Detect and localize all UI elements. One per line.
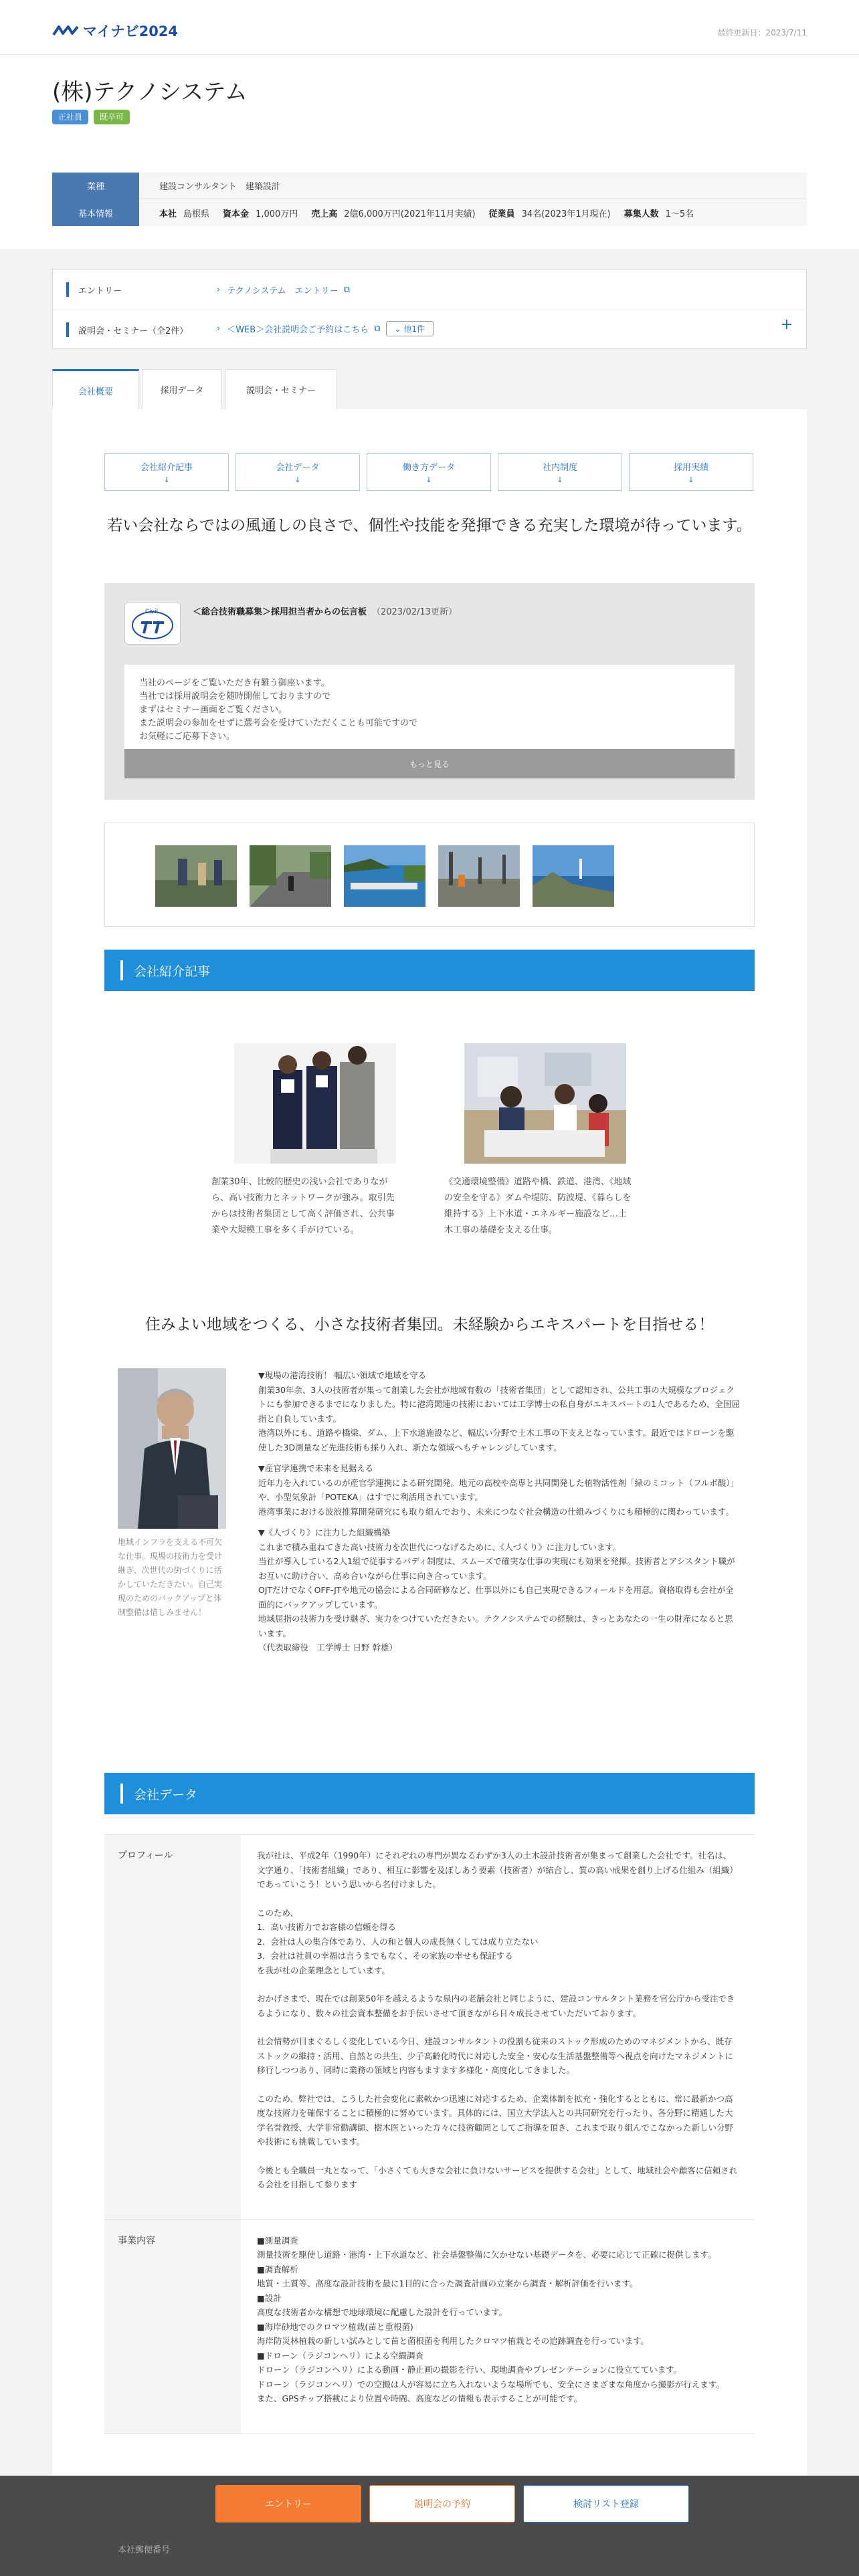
info-employees: 従業員 34名(2023年1月現在) [488, 209, 611, 219]
hq-postal-label: 本社郵便番号 [118, 2545, 171, 2555]
basic-info-row [52, 199, 807, 226]
arrow-down-icon: ↓ [163, 475, 170, 484]
leader-paragraph-2: 近年力を入れているのが産官学連携による研究開発。地元の高校や高専と共同開発した植物活性剤「緑のミコット（フルボ酸）」や、小型気象計「POTEKA」はすでに利活用されています。 港湾事業における波浪推算開発研究にも取り組んでおり、未来につなぐ社会構造の仕組みづくりにも積極的に関わっています。 [258, 1477, 739, 1517]
anchor-hiring-results[interactable]: 採用実績 ↓ [629, 453, 753, 491]
tab-company-overview[interactable]: 会社概要 [52, 369, 139, 411]
leader-message-title: 住みよい地域をつくる、小さな技術者集団。未経験からエキスパートを目指せる！ [145, 1316, 714, 1333]
external-window-icon: ⧉ [374, 324, 381, 334]
info-headquarters: 本社 島根県 [159, 209, 210, 219]
external-window-icon: ⧉ [343, 285, 350, 295]
chevron-down-icon: ⌄ [394, 324, 404, 334]
logo-text: マイナビ2024 [83, 23, 179, 39]
civil-logo-icon [125, 603, 180, 644]
gallery-photo-4[interactable] [438, 845, 520, 907]
table-row-business [104, 2220, 755, 2434]
table-value-profile: 我が社は、平成2年（1990年）にそれぞれの専門が異なるわずか3人の土木設計技術者が集まって創業した会社です。社名は、文字通り、「技術者組織」であり、相互に影響を及ぼしあう要素（技術者）が結合し、質の高い成果を創り上げる仕組み（組織）であっていこう！という思いから名付けました。 このため、 1．高い技術力でお客様の信頼を得る 2．会社は人の集合体であり、人の和と個人の成長無くしては成り立たない 3．会社は社員の幸福は言うまでもなく、その家族の幸せも保証する を我が社の企業理念としています。 おかげさまで、現在では創業50年を越えるような県内の老舗会社と同じように、建設コンサルタント業務を官公庁から受注できるようになり、数々の社会資本整備をお手伝いさせて頂きながら日々成長させていただいております。 社会情勢が目まぐるしく変化している今日、建設コンサルタントの役割も従来のストック形成のためのマネジメントから、既存ストックの維持・活用、自然との共生、少子高齢化時代に対応した安全・安心な生活基盤整備等へ視点を向けたマネジメントに移行しつつあり、同時に業務の領域と内容もますます多様化・高度化してきました。 このため、弊社では、こうした社会変化に素軟かつ迅速に対応するため、企業体制を拡充・強化するとともに、常に最新かつ高度な技術力を確保することに積極的に努めています。具体的には、国立大学法人との共同研究を行ったり、各分野に精通した大学名誉教授、大学非常勤講師、樹木医といった方々に技術顧問としてご指導を頂き、これまで取り組んでこなかった新しい分野や技術にも挑戦しています。 今後とも全職員一丸となって、「小さくても大きな会社に負けないサービスを提供する会社」として、地域社会や顧客に信頼される会社を目指して参ります [257, 1850, 738, 2189]
employment-tag-seishain: 正社員 [52, 110, 88, 124]
anchor-company-article[interactable]: 会社紹介記事 ↓ [104, 453, 229, 491]
mynavi-logo-icon [52, 24, 79, 37]
gallery-photo-2[interactable] [250, 845, 331, 907]
table-value-business: ■測量調査 測量技術を駆使し道路・港湾・上下水道など、社会基盤整備に欠かせない基礎データを、必要に応じて正確に提供します。 ■調査解析 地質・土質等、高度な設計技術を最に1目的に合った調査計画の立案から調査・解析評価を行います。 ■設計 高度な技術者かな構想で地球環境に配慮した設計を行っています。 ■海岸砂地でのクロマツ植栽(苗と重根菌) 海岸防災林植栽の新しい試みとして苗と菌根菌を利用したクロマツ植栽とその追跡調査を行っています。 ■ドローン（ラジコンヘリ）による空撮調査 ドローン（ラジコンヘリ）による動画・静止画の撮影を行い、現地調査やプレゼンテーションに役立てています。 ドローン（ラジコンヘリ）での空撮は人が容易に立ち入れないような場所でも、安全にさまざまな角度から撮影が行えます。 また、GPSチップ搭載により位置や時間、高度などの情報も表示することが可能です。 [257, 2235, 725, 2403]
entry-link[interactable]: › テクノシステム エントリー ⧉ [217, 284, 350, 296]
entry-button[interactable]: エントリー [215, 2485, 361, 2523]
message-date: （2023/02/13更新） [372, 607, 457, 617]
site-logo[interactable] [52, 23, 178, 39]
leader-message-body [258, 1368, 740, 1655]
article-text-2: 《交通環境整備》道路や橋、鉄道、港湾、《地域の安全を守る》ダムや堤防、防波堤、《暮らしを維持する》上下水道・エネルギー施設など…土木工事の基礎を支える仕事。 [444, 1177, 632, 1235]
employment-tag-kisotsu: 既卒可 [94, 110, 130, 124]
message-title: ＜総合技術職募集＞採用担当者からの伝言板 （2023/02/13更新） [193, 607, 457, 617]
industry-row [52, 173, 807, 199]
anchor-company-data[interactable]: 会社データ ↓ [235, 453, 360, 491]
message-body: 当社のページをご覧いただき有難う御座います。 当社では採用説明会を随時開催しておりますので まずはセミナー画面をご覧ください。 また説明会の参加をせずに選考会を受けていただくことも可能ですので お気軽にご応募下さい。 [124, 665, 735, 749]
president-photo [118, 1368, 226, 1529]
arrow-down-icon: ↓ [688, 475, 694, 484]
leader-paragraph-3: これまで積み重ねてきた高い技術力を次世代につなげるために、《人づくり》に注力しています。 当社が導入している2人1組で従事するバディ制度は、スムーズで確実な仕事の実現にも効果を発揮。技術者とアシスタント職がお互いに助け合い、高め合いながら仕事に向き合っています。 OJTだけでなくOFF-JTや地元の協会による合同研修など、仕事以外にも自己実現できるフィールドを用意。資格取得も会社が全面的にバックアップしています。 地域屈指の技術力を受け継ぎ、実力をつけていただきたい。テクノシステムでの経験は、きっとあなたの一生の財産になると思います。 （代表取締役 工学博士 日野 幹雄） [258, 1541, 735, 1652]
table-row-profile [104, 1835, 755, 2220]
company-logo [124, 602, 181, 645]
industry-label: 業種 [52, 173, 139, 199]
expand-plus-icon[interactable]: + [780, 316, 793, 333]
info-recruit-count: 募集人数 1〜5名 [624, 209, 694, 219]
svg-text:Civil: Civil [145, 609, 159, 615]
last-updated-date: 最終更新日：2023/7/11 [717, 28, 807, 37]
industry-value: 建設コンサルタント 建築設計 [159, 182, 280, 192]
table-label-profile: プロフィール [104, 1835, 241, 2220]
gallery-photo-3[interactable] [344, 845, 425, 907]
show-more-button[interactable]: もっと見る [124, 749, 735, 778]
article-photo-2 [464, 1043, 626, 1164]
president-photo-caption: 地域インフラを支える不可欠な仕事。現場の技術力を受け継ぎ、次世代の街づくりに活かしていただきたい。自己実現のためのバックアップと体制整備は惜しみません！ [118, 1537, 223, 1617]
seminar-reservation-button[interactable]: 説明会の予約 [369, 2485, 515, 2523]
anchor-work-style-data[interactable]: 働き方データ ↓ [367, 453, 491, 491]
info-capital: 資本金 1,000万円 [223, 209, 298, 219]
leader-heading-1: ▼現場の港湾技術！ 幅広い領域で地域を守る [258, 1370, 427, 1380]
add-to-list-button[interactable]: 検討リスト登録 [523, 2485, 689, 2523]
other-seminars-button[interactable]: ⌄ 他1件 [386, 321, 434, 336]
leader-paragraph-1: 創業30年余、3人の技術者が集って創業した会社が地域有数の「技術者集団」として認知され、公共工事の大規模なプロジェクトにも参加できるまでになりました。特に港湾関連の技術においては工学博士の私自身がエキスパートの1人であるため、全国屈指と自負しています。 港湾以外にも、道路や橋梁、ダム、上下水道施設など、幅広い分野で土木工事の下支えとなっています。最近ではドローンを駆使した3D測量など先進技術も採り入れ、新たな領域へもチャレンジしています。 [258, 1384, 740, 1453]
arrow-down-icon: ↓ [557, 475, 563, 484]
basic-info-label: 基本情報 [52, 199, 139, 226]
gallery-photo-5[interactable] [533, 845, 614, 907]
article-photo-1 [234, 1043, 396, 1164]
company-headline: 若い会社ならではの風通しの良さで、個性や技能を発揮できる充実した環境が待っています。 [107, 517, 752, 534]
article-text-1: 創業30年、比較的歴史の浅い会社でありながら、高い技術力とネットワークが強み。取引先からは技術者集団として高く評価され、公共事業や大規模工事を多く手がけている。 [211, 1177, 395, 1235]
section-title-company-article: 会社紹介記事 [104, 950, 755, 991]
company-data-table [104, 1834, 755, 2434]
arrow-down-icon: ↓ [425, 475, 432, 484]
anchor-internal-system[interactable]: 社内制度 ↓ [498, 453, 622, 491]
entry-label: エントリー [66, 282, 122, 297]
info-sales: 売上高 2億6,000万円(2021年11月実績) [311, 209, 476, 219]
leader-heading-3: ▼《人づくり》に注力した組織構築 [258, 1527, 391, 1537]
arrow-down-icon: ↓ [294, 475, 301, 484]
section-title-company-data: 会社データ [104, 1773, 755, 1814]
seminar-link[interactable]: › ＜WEB＞会社説明会ご予約はこちら ⧉ ⌄ 他1件 [217, 321, 434, 336]
gallery-photo-1[interactable] [155, 845, 237, 907]
seminar-label: 説明会・セミナー（全2件） [66, 322, 188, 337]
tab-recruit-data[interactable]: 採用データ [142, 369, 222, 409]
table-label-business: 事業内容 [104, 2220, 241, 2434]
entry-box [52, 269, 807, 349]
company-name: (株)テクノシステム [52, 79, 248, 106]
tab-seminar[interactable]: 説明会・セミナー [225, 369, 337, 409]
leader-heading-2: ▼産官学連携で未来を見据える [258, 1463, 374, 1473]
